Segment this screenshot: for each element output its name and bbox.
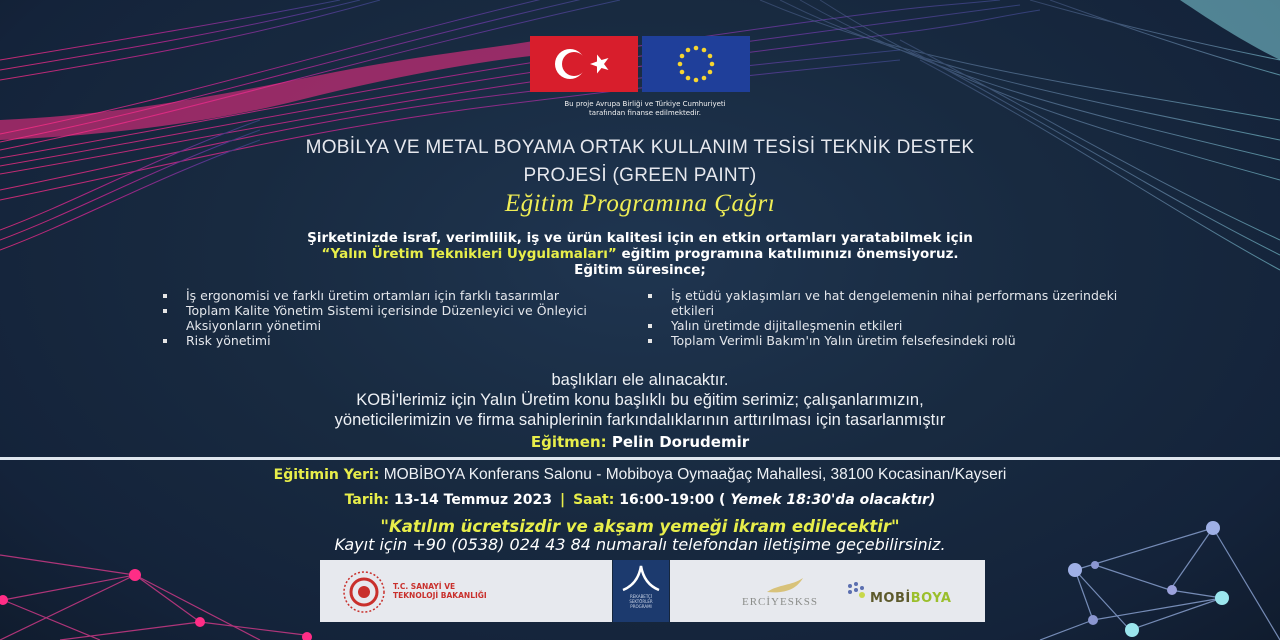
list-item: Toplam Verimli Bakım'ın Yalın üretim felsefesindeki rolü (645, 333, 1120, 348)
programme-arch-icon (621, 564, 661, 592)
flags-group (530, 36, 750, 92)
trainer-name: Pelin Dorudemir (606, 433, 750, 451)
mobiboya-logo-text (870, 591, 951, 606)
funding-note-line2: tarafından finanse edilmektedir. (589, 109, 701, 117)
topics-list-right (645, 288, 1120, 348)
free-participation-note: "Katılım ücretsizdir ve akşam yemeği ikram edilecektir" (380, 517, 900, 536)
closing-paragraph (0, 370, 1280, 430)
trainer-label: Eğitmen: (530, 433, 607, 451)
date-time-line (0, 492, 1280, 508)
intro-paragraph (0, 230, 1280, 278)
project-title-line1: MOBİLYA VE METAL BOYAMA ORTAK KULLANIM TESİSİ TEKNİK DESTEK (305, 137, 975, 158)
project-title-line2: PROJESİ (GREEN PAINT) (523, 165, 757, 186)
mobiboya-logo-part1: MOBİ (870, 591, 911, 606)
contact-phone-line: Kayıt için +90 (0538) 024 43 84 numaralı telefondan iletişime geçebilirsiniz. (334, 535, 946, 554)
funding-note (520, 100, 770, 118)
date-time-divider: | (559, 492, 566, 508)
mobiboya-logo-part2: BOYA (910, 591, 952, 606)
eu-flag-icon (642, 36, 750, 92)
ministry-logo-panel (320, 560, 612, 622)
erciyes-bird-icon (765, 576, 805, 596)
intro-line1: Şirketinizde israf, verimlilik, iş ve ürün kalitesi için en etkin ortamları yaratabilmek için (307, 230, 973, 246)
venue-line (0, 466, 1280, 484)
list-item: Risk yönetimi (160, 333, 640, 348)
turkey-flag-icon (530, 36, 638, 92)
time-label: Saat: (573, 492, 615, 508)
list-item: Toplam Kalite Yönetim Sistemi içerisinde Düzenleyici ve Önleyici Aksiyonların yönetimi (160, 303, 640, 333)
time-value: 16:00-19:00 ( (614, 492, 731, 508)
list-item: Yalın üretimde dijitalleşmenin etkileri (645, 318, 1120, 333)
date-value: 13-14 Temmuz 2023 (389, 492, 552, 508)
topics-list-left (160, 288, 640, 348)
partner-logos-panel (670, 560, 985, 622)
dinner-note: Yemek 18:30'da olacaktır) (730, 492, 936, 508)
section-divider (0, 457, 1280, 460)
closing-line3: yöneticilerimizin ve firma sahiplerinin farkındalıklarının arttırılması için tasarlanmıştır (334, 411, 946, 429)
intro-line3: Eğitim süresince; (574, 262, 706, 278)
mobiboya-dots-icon (846, 580, 868, 602)
ministry-name-line1: T.C. SANAYİ VE (393, 582, 456, 591)
ministry-emblem-icon (342, 570, 386, 614)
venue-value: MOBİBOYA Konferans Salonu - Mobiboya Oymaağaç Mahallesi, 38100 Kocasinan/Kayseri (379, 466, 1007, 483)
funding-note-line1: Bu proje Avrupa Birliği ve Türkiye Cumhuriyeti (564, 100, 726, 108)
trainer-line (0, 433, 1280, 451)
page-subtitle: Eğitim Programına Çağrı (504, 190, 776, 217)
venue-label: Eğitimin Yeri: (273, 467, 380, 483)
list-item: İş ergonomisi ve farklı üretim ortamları için farklı tasarımlar (160, 288, 640, 303)
closing-line1: başlıkları ele alınacaktır. (551, 371, 729, 389)
programme-logo-panel (613, 560, 669, 622)
ministry-name-line2: TEKNOLOJİ BAKANLIĞI (393, 591, 487, 600)
erciyes-logo-text: ERCİYESKSS (742, 596, 819, 608)
intro-line2-rest: eğitim programına katılımınızı önemsiyoruz. (616, 246, 959, 262)
program-name-highlight: “Yalın Üretim Teknikleri Uygulamaları” (321, 246, 617, 262)
closing-line2: KOBİ'lerimiz için Yalın Üretim konu başlıklı bu eğitim serimiz; çalışanlarımızın, (356, 391, 924, 409)
list-item: İş etüdü yaklaşımları ve hat dengelemenin nihai performans üzerindeki etkileri (645, 288, 1120, 318)
intro-line2 (0, 246, 1280, 262)
programme-name: REKABETÇİ SEKTÖRLER PROGRAMI (629, 594, 653, 609)
ministry-name (393, 582, 487, 600)
date-label: Tarih: (344, 492, 390, 508)
